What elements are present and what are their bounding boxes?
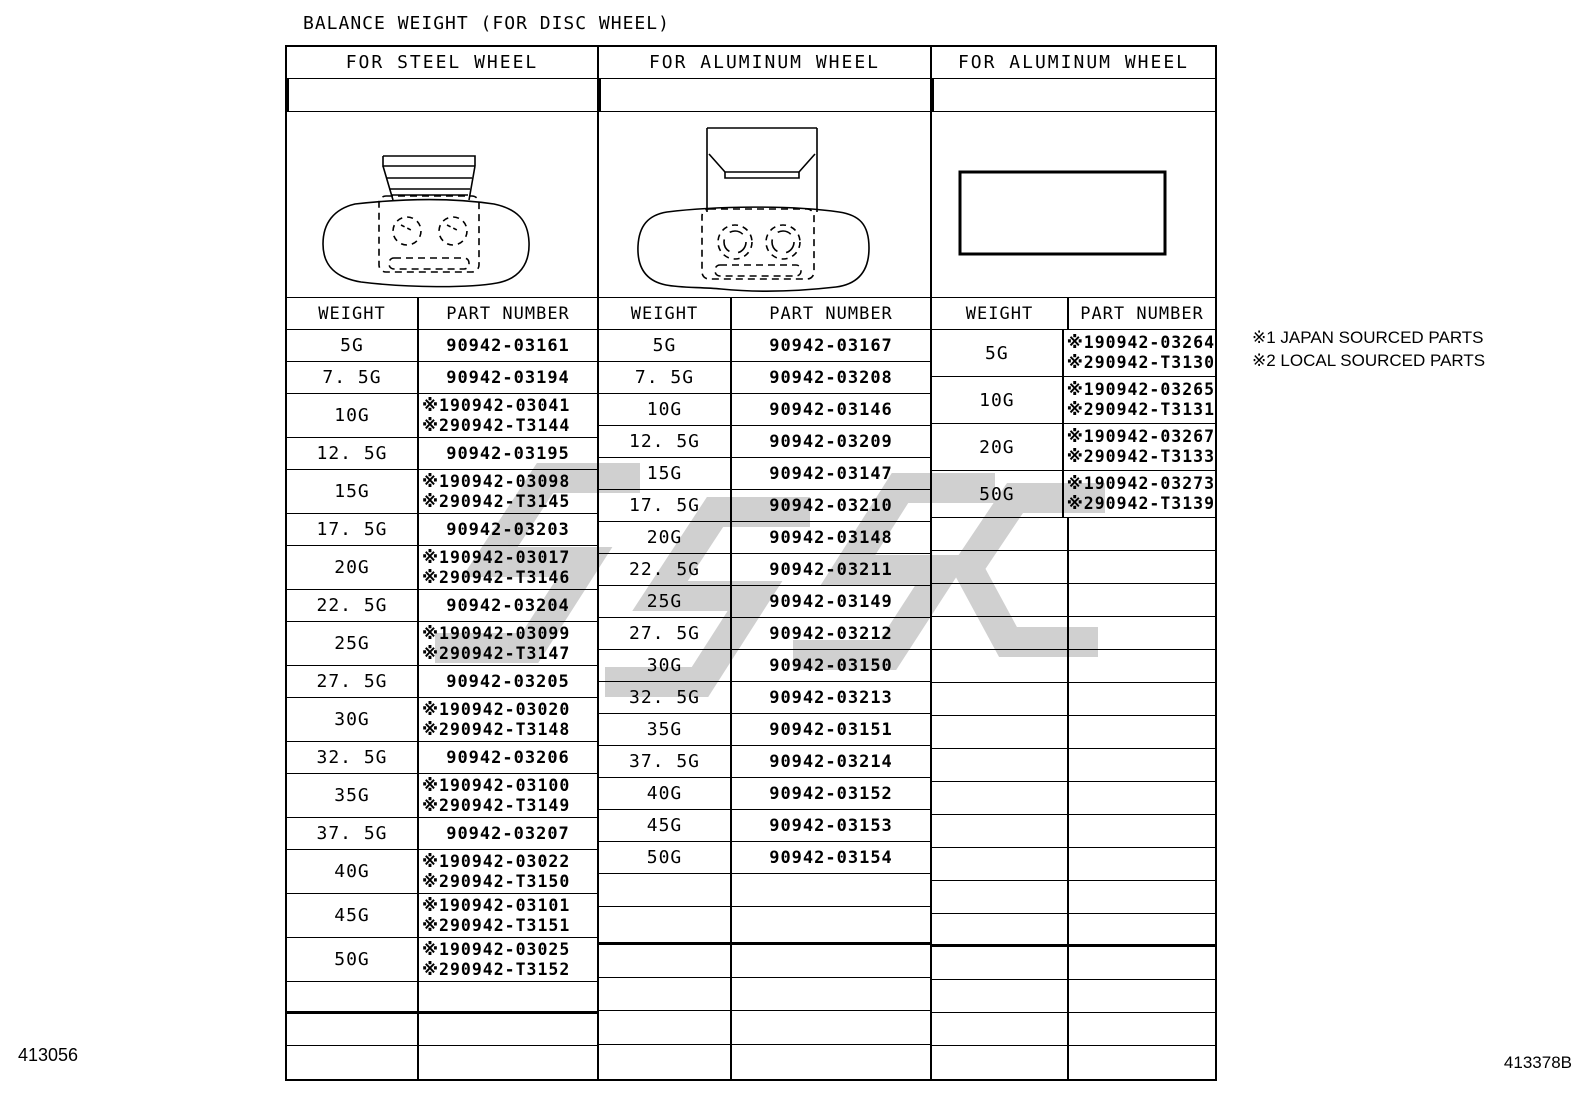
weight-cell: 25G [334, 633, 370, 654]
weight-cell: 20G [979, 436, 1015, 458]
part-number-cell: 90942-03149 [730, 586, 930, 617]
figure-code-right: 413378B [1503, 1053, 1572, 1072]
empty-row [932, 749, 1215, 782]
table-row [287, 666, 597, 698]
table-row [287, 894, 597, 938]
table-row [287, 514, 597, 546]
legend-local-sourced: ※2 LOCAL SOURCED PARTS [1252, 351, 1486, 370]
part-number-cell: ※190942-03025 ※290942-T3152 [417, 938, 597, 981]
table-row [287, 774, 597, 818]
part-number-cell: 90942-03204 [417, 590, 597, 621]
table-header: FOR ALUMINUM WHEEL [599, 47, 930, 79]
part-number-cell: 90942-03211 [730, 554, 930, 585]
part-number-cell: 90942-03208 [730, 362, 930, 393]
part-number-cell: 90942-03213 [730, 682, 930, 713]
empty-row [932, 1013, 1215, 1046]
weight-cell: 50G [646, 847, 683, 868]
page-number-left: 413056 [18, 1045, 79, 1065]
part-number-cell: ※190942-03099 ※290942-T3147 [417, 622, 597, 665]
table-row [287, 590, 597, 622]
table-body [932, 330, 1215, 1079]
table-row [599, 778, 930, 810]
part-number-cell: 90942-03212 [730, 618, 930, 649]
weight-cell: 32. 5G [316, 747, 388, 768]
part-number-cell: 90942-03152 [730, 778, 930, 809]
part-number-column-header: PART NUMBER [730, 298, 930, 329]
part-number-cell: 90942-03214 [730, 746, 930, 777]
header-spacer-row [932, 79, 1215, 112]
weight-cell: 12. 5G [628, 431, 701, 452]
part-number-cell: 90942-03161 [417, 330, 597, 361]
weight-cell: 35G [646, 719, 683, 740]
weight-cell: 15G [646, 463, 683, 484]
part-number-cell: ※190942-03098 ※290942-T3145 [417, 470, 597, 513]
part-number-cell: 90942-03203 [417, 514, 597, 545]
part-number-cell: 90942-03167 [730, 330, 930, 361]
part-number-cell: 90942-03205 [417, 666, 597, 697]
empty-row [599, 1011, 930, 1045]
part-number-cell: 90942-03195 [417, 438, 597, 469]
weight-cell: 45G [646, 815, 683, 836]
weight-cell: 32. 5G [628, 687, 701, 708]
table-row [599, 362, 930, 394]
table-row [932, 377, 1215, 424]
part-number-column-header: PART NUMBER [417, 298, 597, 329]
column-header-row [599, 298, 930, 330]
table-row [287, 850, 597, 894]
empty-row [599, 945, 930, 978]
table-row [287, 698, 597, 742]
empty-row [932, 947, 1215, 980]
weight-cell: 10G [646, 399, 683, 420]
empty-row [599, 907, 930, 945]
part-number-cell: 90942-03151 [730, 714, 930, 745]
legend [1252, 326, 1485, 372]
weight-cell: 37. 5G [628, 751, 701, 772]
weight-cell: 7. 5G [322, 367, 382, 388]
table-row [599, 682, 930, 714]
part-number-cell: 90942-03148 [730, 522, 930, 553]
table-row [599, 714, 930, 746]
weight-cell: 12. 5G [316, 443, 388, 464]
part-number-cell: 90942-03150 [730, 650, 930, 681]
part-number-cell: 90942-03209 [730, 426, 930, 457]
table-row [599, 394, 930, 426]
weight-cell: 35G [334, 785, 370, 806]
table-row [599, 426, 930, 458]
steel-wheel-table [287, 47, 599, 1079]
table-row [932, 471, 1215, 518]
part-number-cell: ※190942-03273 ※290942-T3139 [1062, 471, 1215, 517]
aluminum-wheel-plate-table [932, 47, 1215, 1079]
part-number-cell: ※190942-03020 ※290942-T3148 [417, 698, 597, 741]
table-row [599, 810, 930, 842]
table-row [287, 622, 597, 666]
header-spacer-row [599, 79, 930, 112]
table-body [599, 330, 930, 1079]
weight-cell: 15G [334, 481, 370, 502]
aluminum-wheel-table [599, 47, 932, 1079]
weight-cell: 50G [979, 483, 1015, 505]
weight-cell: 30G [646, 655, 683, 676]
table-row [599, 490, 930, 522]
weight-cell: 17. 5G [628, 495, 701, 516]
legend-japan-sourced: ※1 JAPAN SOURCED PARTS [1252, 328, 1484, 347]
table-row [599, 650, 930, 682]
part-number-cell: 90942-03146 [730, 394, 930, 425]
table-row [287, 742, 597, 774]
part-number-cell: ※190942-03267 ※290942-T3133 [1062, 424, 1215, 470]
table-row [287, 362, 597, 394]
table-row [599, 746, 930, 778]
part-number-cell: 90942-03194 [417, 362, 597, 393]
column-header-row [287, 298, 597, 330]
weight-column-header: WEIGHT [965, 303, 1034, 324]
table-row [287, 818, 597, 850]
part-number-column-header: PART NUMBER [1067, 298, 1215, 329]
part-number-cell: ※190942-03100 ※290942-T3149 [417, 774, 597, 817]
weight-cell: 10G [334, 405, 370, 426]
part-number-cell: ※190942-03017 ※290942-T3146 [417, 546, 597, 589]
table-row [287, 938, 597, 982]
empty-row [932, 1046, 1215, 1079]
table-header: FOR ALUMINUM WHEEL [932, 47, 1215, 79]
table-row [287, 438, 597, 470]
table-row [287, 330, 597, 362]
table-row [932, 424, 1215, 471]
table-row [287, 394, 597, 438]
empty-row [932, 617, 1215, 650]
table-body [287, 330, 597, 1079]
table-row [599, 330, 930, 362]
weight-cell: 27. 5G [628, 623, 701, 644]
table-row [599, 522, 930, 554]
part-number-cell: 90942-03206 [417, 742, 597, 773]
balance-weight-table [285, 45, 1217, 1081]
table-row [932, 330, 1215, 377]
empty-row [599, 874, 930, 907]
part-number-cell: ※190942-03041 ※290942-T3144 [417, 394, 597, 437]
weight-cell: 27. 5G [316, 671, 388, 692]
column-header-row [932, 298, 1215, 330]
table-row [287, 546, 597, 590]
weight-cell: 5G [985, 342, 1009, 364]
weight-cell: 25G [646, 591, 683, 612]
weight-cell: 5G [340, 335, 364, 356]
weight-cell: 7. 5G [634, 367, 695, 388]
part-number-cell: 90942-03154 [730, 842, 930, 873]
part-number-cell: ※190942-03022 ※290942-T3150 [417, 850, 597, 893]
weight-cell: 20G [334, 557, 370, 578]
table-row [599, 554, 930, 586]
part-number-cell: 90942-03207 [417, 818, 597, 849]
empty-row [932, 881, 1215, 914]
empty-row [932, 815, 1215, 848]
empty-row [287, 1014, 597, 1046]
steel-wheel-balance-weight-drawing [287, 112, 597, 298]
empty-row [599, 978, 930, 1011]
empty-row [287, 1046, 597, 1079]
weight-cell: 22. 5G [628, 559, 701, 580]
table-row [599, 842, 930, 874]
empty-row [932, 683, 1215, 716]
weight-cell: 37. 5G [316, 823, 388, 844]
aluminum-wheel-balance-weight-drawing [599, 112, 930, 298]
weight-cell: 5G [652, 335, 677, 356]
empty-row [932, 716, 1215, 749]
weight-cell: 22. 5G [316, 595, 388, 616]
weight-cell: 30G [334, 709, 370, 730]
part-number-cell: 90942-03210 [730, 490, 930, 521]
part-number-cell: 90942-03147 [730, 458, 930, 489]
empty-row [932, 848, 1215, 881]
part-number-cell: ※190942-03265 ※290942-T3131 [1062, 377, 1215, 423]
table-row [287, 470, 597, 514]
empty-row [287, 982, 597, 1014]
weight-cell: 45G [334, 905, 370, 926]
table-row [599, 586, 930, 618]
weight-cell: 40G [646, 783, 683, 804]
empty-row [932, 518, 1215, 551]
weight-cell: 10G [979, 389, 1015, 411]
plate-balance-weight-drawing [932, 112, 1215, 298]
table-row [599, 618, 930, 650]
empty-row [932, 782, 1215, 815]
weight-column-header: WEIGHT [630, 303, 699, 324]
empty-row [932, 914, 1215, 947]
part-number-cell: ※190942-03101 ※290942-T3151 [417, 894, 597, 937]
table-row [599, 458, 930, 490]
weight-cell: 17. 5G [316, 519, 388, 540]
empty-row [932, 584, 1215, 617]
weight-column-header: WEIGHT [318, 303, 386, 324]
weight-cell: 50G [334, 949, 370, 970]
header-spacer-row [287, 79, 597, 112]
empty-row [932, 980, 1215, 1013]
table-header: FOR STEEL WHEEL [287, 47, 597, 79]
weight-cell: 40G [334, 861, 370, 882]
empty-row [599, 1045, 930, 1079]
empty-row [932, 650, 1215, 683]
part-number-cell: ※190942-03264 ※290942-T3130 [1062, 330, 1215, 376]
weight-cell: 20G [646, 527, 683, 548]
part-number-cell: 90942-03153 [730, 810, 930, 841]
empty-row [932, 551, 1215, 584]
page-title: BALANCE WEIGHT (FOR DISC WHEEL) [303, 13, 670, 34]
